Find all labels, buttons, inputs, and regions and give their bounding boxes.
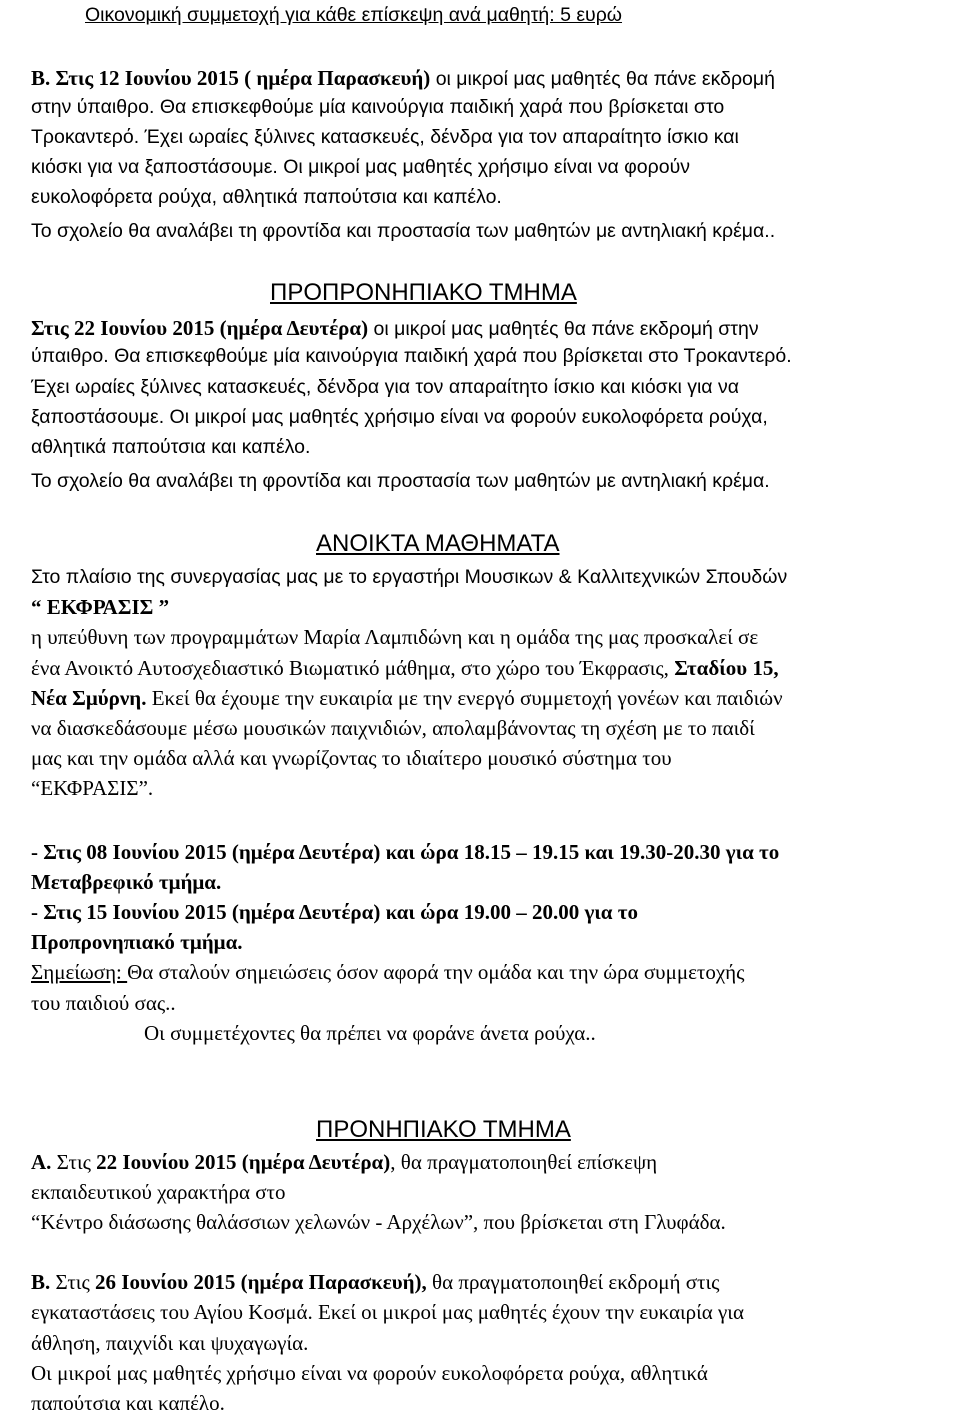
s1-line-2: στην ύπαιθρο. Θα επισκεφθούμε μία καινούργια παιδική χαρά που βρίσκεται στο <box>31 96 725 118</box>
note-line-3: Οι συμμετέχοντες θα πρέπει να φοράνε άνετα ρούχα.. <box>144 1021 596 1045</box>
s3-line-4-text: ένα Ανοικτό Αυτοσχεδιαστικό Βιωματικό μάθημα, στο χώρο του Έκφρασις, <box>31 656 675 680</box>
s4-a-text-1: Στις <box>51 1150 97 1174</box>
address-area: Νέα Σμύρνη. <box>31 686 147 710</box>
s4-a-text-2: , θα πραγματοποιηθεί επίσκεψη <box>390 1150 658 1174</box>
schedule-line-2-group: Προπρονηπιακό τμήμα. <box>31 930 243 954</box>
s3-line-3: η υπεύθυνη των προγραμμάτων Μαρία Λαμπιδώνη και η ομάδα της μας προσκαλεί σε <box>31 625 759 649</box>
s1-line-1-text: οι μικροί μας μαθητές θα πάνε εκδρομή <box>430 68 775 90</box>
s3-line-5 <box>31 688 783 709</box>
s4-b-text-2: θα πραγματοποιηθεί εκδρομή στις <box>426 1270 720 1294</box>
s1-line-5: ευκολοφόρετα ρούχα, αθλητικά παπούτσια και καπέλο. <box>31 186 502 208</box>
open-lessons-heading: ΑΝΟΙΚΤΑ ΜΑΘΗΜΑΤΑ <box>316 530 560 557</box>
s4-b-text-1: Στις <box>50 1270 96 1294</box>
s4-a-line-1 <box>31 1152 657 1173</box>
s1-line-4: κιόσκι για να ξαποστάσουμε. Οι μικροί μας μαθητές χρήσιμο είναι να φορούν <box>31 156 691 178</box>
s4-b-line-1 <box>31 1272 719 1293</box>
s4-b-line-2: εγκαταστάσεις του Αγίου Κοσμά. Εκεί οι μικροί μας μαθητές έχουν την ευκαιρία για <box>31 1300 744 1324</box>
s1-line-6: Το σχολείο θα αναλάβει τη φροντίδα και προστασία των μαθητών με αντηλιακή κρέμα.. <box>31 220 776 242</box>
note-label: Σημείωση: <box>31 960 128 984</box>
note-line-2: του παιδιού σας.. <box>31 991 176 1015</box>
fee-note: Οικονομική συμμετοχή για κάθε επίσκεψη ανά μαθητή: 5 ευρώ <box>85 4 623 26</box>
s3-line-8: “ΕΚΦΡΑΣΙΣ”. <box>31 776 154 800</box>
s3-line-5-text: Εκεί θα έχουμε την ευκαιρία με την ενεργό συμμετοχή γονέων και παιδιών <box>146 686 783 710</box>
item-b-marker: Β. <box>31 1270 51 1294</box>
item-a-date: 22 Ιουνίου 2015 (ημέρα Δευτέρα) <box>96 1150 391 1174</box>
s4-b-line-4: Οι μικροί μας μαθητές χρήσιμο είναι να φορούν ευκολοφόρετα ρούχα, αθλητικά <box>31 1361 708 1385</box>
s3-line-6: να διασκεδάσουμε μέσω μουσικών παιχνιδιών, απολαμβάνοντας τη σχέση με το παιδί <box>31 716 755 740</box>
s4-a-line-3: “Κέντρο διάσωσης θαλάσσιων χελωνών - Αρχέλων”, που βρίσκεται στη Γλυφάδα. <box>31 1210 726 1234</box>
s4-a-line-2: εκπαιδευτικού χαρακτήρα στο <box>31 1180 286 1204</box>
s2-date: Στις 22 Ιουνίου 2015 (ημέρα Δευτέρα) <box>31 316 369 340</box>
s4-b-line-3: άθληση, παιχνίδι και ψυχαγωγία. <box>31 1331 309 1355</box>
note-text: Θα σταλούν σημειώσεις όσον αφορά την ομάδα και την ώρα συμμετοχής <box>127 960 745 984</box>
s2-line-2: ύπαιθρο. Θα επισκεφθούμε μία καινούργια παιδική χαρά που βρίσκεται στο Τροκαντερό. <box>31 345 792 367</box>
schedule-line-1-group: Μεταβρεφικό τμήμα. <box>31 870 222 894</box>
s2-line-4: ξαποστάσουμε. Οι μικροί μας μαθητές χρήσιμο είναι να φορούν ευκολοφόρετα ρούχα, <box>31 406 768 428</box>
kindergarten-heading: ΠΡΟΝΗΠΙΑΚΟ ΤΜΗΜΑ <box>316 1116 571 1143</box>
s2-line-1 <box>31 318 759 340</box>
preprekindergarten-heading: ΠΡΟΠΡΟΝΗΠΙΑΚΟ ΤΜΗΜΑ <box>270 279 577 306</box>
s3-line-1: Στο πλαίσιο της συνεργασίας μας με το εργαστήρι Μουσικων & Καλλιτεχνικών Σπουδών <box>31 566 788 588</box>
address-street: Σταδίου 15, <box>674 656 779 680</box>
s2-line-5: αθλητικά παπούτσια και καπέλο. <box>31 436 311 458</box>
item-a-marker: Α. <box>31 1150 52 1174</box>
s2-line-6: Το σχολείο θα αναλάβει τη φροντίδα και προστασία των μαθητών με αντηλιακή κρέμα. <box>31 470 770 492</box>
s2-line-3: Έχει ωραίες ξύλινες κατασκευές, δένδρα για τον απαραίτητο ίσκιο και κιόσκι για να <box>31 376 740 398</box>
note-line-1 <box>31 962 744 983</box>
schedule-line-2: - Στις 15 Ιουνίου 2015 (ημέρα Δευτέρα) και ώρα 19.00 – 20.00 για το <box>31 900 638 924</box>
s2-line-1-text: οι μικροί μας μαθητές θα πάνε εκδρομή στην <box>368 318 759 340</box>
s3-line-7: μας και την ομάδα αλλά και γνωρίζοντας το ιδιαίτερο μουσικό σύστημα του <box>31 746 672 770</box>
s1-line-1 <box>31 68 775 90</box>
ekfrasis-title: “ ΕΚΦΡΑΣΙΣ ” <box>31 595 170 619</box>
schedule-line-1: - Στις 08 Ιουνίου 2015 (ημέρα Δευτέρα) και ώρα 18.15 – 19.15 και 19.30-20.30 για το <box>31 840 780 864</box>
s4-b-line-5: παπούτσια και καπέλο. <box>31 1391 225 1415</box>
s3-line-4 <box>31 658 779 679</box>
s1-line-3: Τροκαντερό. Έχει ωραίες ξύλινες κατασκευές, δένδρα για τον απαραίτητο ίσκιο και <box>31 126 739 148</box>
item-b-date: 26 Ιουνίου 2015 (ημέρα Παρασκευή), <box>95 1270 427 1294</box>
s1-date: Β. Στις 12 Ιουνίου 2015 ( ημέρα Παρασκευή) <box>31 66 431 90</box>
